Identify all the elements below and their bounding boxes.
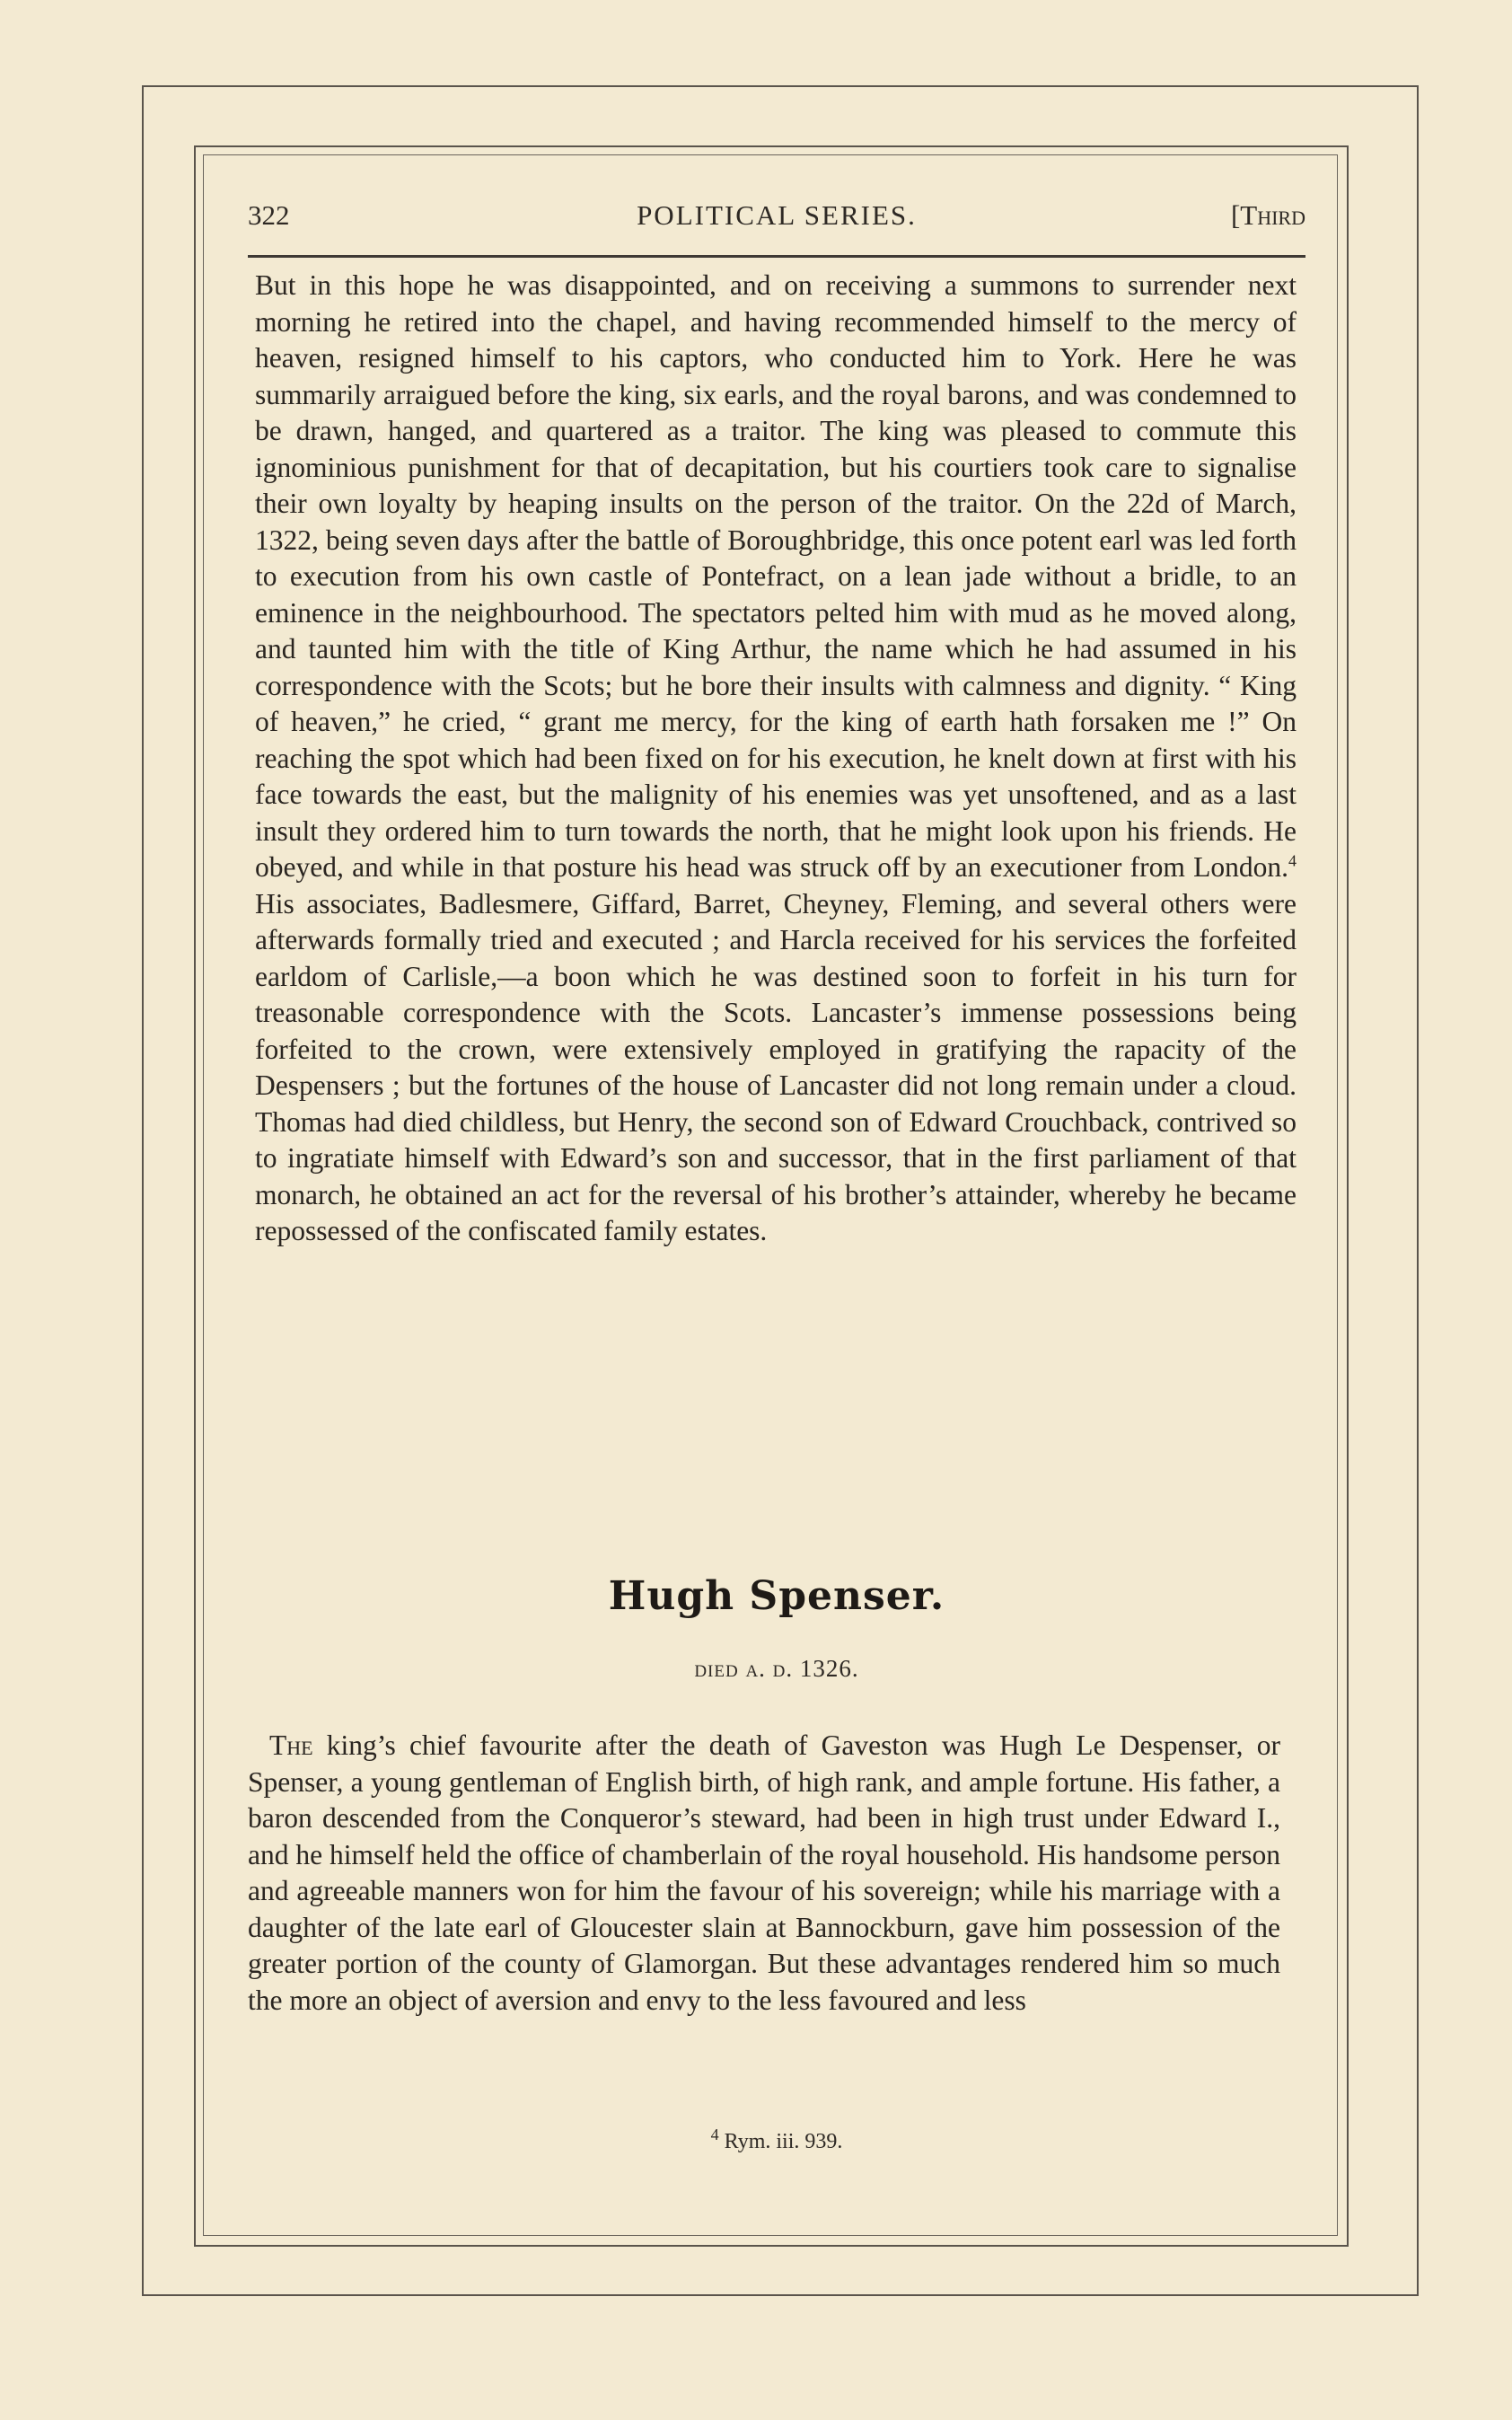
- running-head: [Third: [1230, 199, 1305, 231]
- series-title: POLITICAL SERIES.: [637, 199, 917, 231]
- footnote-reference: 4: [1288, 851, 1297, 870]
- footnote-marker: 4: [710, 2125, 719, 2143]
- paragraph-text: But in this hope he was disappointed, and on receiving a summons to surrender next morning he retired into the chapel, and having recommended himself to the mercy of heaven, resigned himself to his captors, who conducted him to York. Here he was summarily arraigued before the king, six earls, and the royal barons, and was condemned to be drawn, hanged, and quartered as a traitor. The king was pleased to commute this ignominious punishment for that of decapitation, but his courtiers took care to signalise their own loyalty by heaping insults on the person of the traitor. On the 22d of March, 1322, being seven days after the battle of Boroughbridge, this once potent earl was led forth to execution from his own castle of Pontefract, on a lean jade without a bridle, to an eminence in the neighbourhood. The spectators pelted him with mud as he moved along, and taunted him with the title of King Arthur, the name which he had assumed in his correspondence with the Scots; but he bore their insults with calmness and dignity. “ King of heaven,” he cried, “ grant me mercy, for the king of earth hath forsaken me !” On reaching the spot which had been fixed on for his execution, he knelt down at first with his face towards the east, but the malignity of his enemies was yet unsoftened, and as a last insult they ordered him to turn towards the north, that he might look upon his friends. He obeyed, and while in that posture his head was struck off by an executioner from London.: [255, 269, 1297, 883]
- died-year: 1326.: [799, 1655, 859, 1682]
- section-title: Hugh Spenser.: [608, 1573, 945, 1619]
- section-paragraph-text: king’s chief favourite after the death of Gaveston was Hugh Le Despenser, or Spenser, a young gentleman of English birth, of high rank, and ample fortune. His father, a baron descended from the Conqueror’s steward, had been in high trust under Edward I., and he himself held the office of chamberlain of the royal household. His handsome person and agreeable manners won for him the favour of his sovereign; while his marriage with a daughter of the late earl of Gloucester slain at Bannockburn, gave him possession of the greater portion of the county of Glamorgan. But these advantages rendered him so much the more an object of aversion and envy to the less favoured and less: [248, 1729, 1280, 2016]
- section-paragraph: [248, 1728, 1280, 2019]
- footnote: [248, 2125, 1305, 2154]
- died-line: [248, 1655, 1305, 1683]
- body-paragraph: [255, 268, 1297, 1250]
- died-label: died a. d.: [694, 1655, 794, 1682]
- paragraph-text-continued: His associates, Badlesmere, Giffard, Barret, Cheyney, Fleming, and several others were afterwards formally tried and executed ; and Harcla received for his services the forfeited earldom of Carlisle,—a boon which he was destined soon to forfeit in his turn for treasonable correspondence with the Scots. Lancaster’s immense possessions being forfeited to the crown, were extensively employed in gratifying the rapacity of the Despensers ; but the fortunes of the house of Lancaster did not long remain under a cloud. Thomas had died childless, but Henry, the second son of Edward Crouchback, contrived so to ingratiate himself with Edward’s son and successor, that in the first parliament of that monarch, he obtained an act for the reversal of his brother’s attainder, whereby he became repossessed of the confiscated family estates.: [255, 887, 1297, 1246]
- header-rule: [248, 255, 1305, 258]
- page-header: [248, 199, 1305, 242]
- footnote-text: Rym. iii. 939.: [718, 2130, 843, 2153]
- page-number: 322: [248, 199, 290, 231]
- lead-word: The: [269, 1729, 313, 1761]
